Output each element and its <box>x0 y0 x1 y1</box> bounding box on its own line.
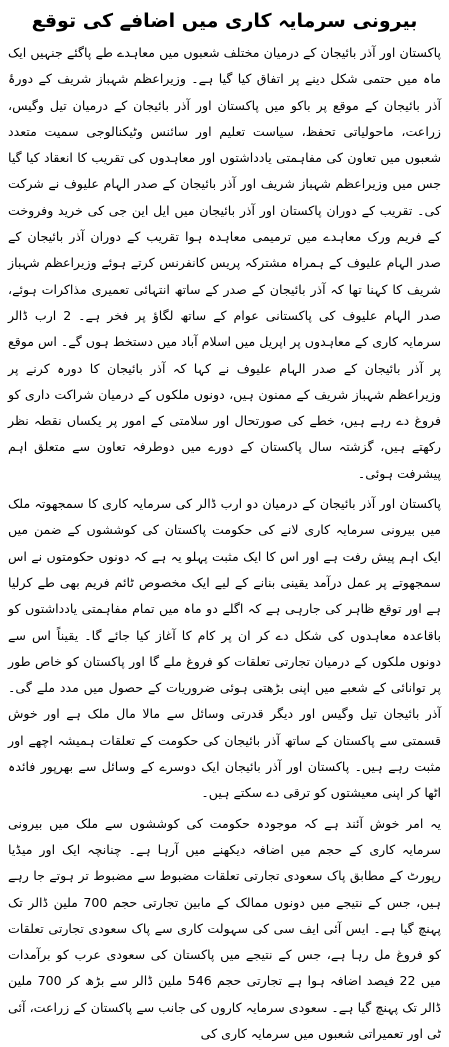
article-headline: بیرونی سرمایہ کاری میں اضافے کی توقع <box>31 10 418 32</box>
article-paragraph-2: پاکستان اور آذر بائیجان کے درمیان دو ارب ڈالر کی سرمایہ کاری کا سمجھوتہ ملک میں بیرونی سرمایہ کاری لانے کی حکومت پاکستان کی کوششوں کے ضمن میں ایک اہم پیش رفت ہے اور اس کا ایک مثبت پہلو یہ ہے کہ دونوں حکومتوں نے اس سمجھوتے پر عمل درآمد یقینی بنانے کے لیے ایک مخصوص ٹائم فریم بھی طے کرلیا ہے اور توقع ظاہر کی جارہی ہے کہ اگلے دو ماہ میں تمام مفاہمتی یادداشتوں کو باقاعدہ معاہدوں کی شکل دے کر ان پر کام کا آغاز کیا جائے گا۔ یقیناً اس سے دونوں ملکوں کے درمیان تجارتی تعلقات کو فروغ ملے گا اور پاکستان کو خاص طور پر توانائی کے شعبے میں اپنی بڑھتی ہوئی ضروریات کے حصول میں مدد ملے گی۔ آذر بائیجان تیل وگیس اور دیگر قدرتی وسائل سے مالا مال ملک ہے اور خوش قسمتی سے پاکستان کے ساتھ آذر بائیجان کی حکومت کے تعلقات ہمیشہ اچھے اور مثبت رہے ہیں۔ پاکستان اور آذر بائیجان ایک دوسرے کے وسائل سے بھرپور فائدہ اٹھا کر اپنی معیشتوں کو ترقی دے سکتے ہیں۔ <box>8 496 441 801</box>
article-paragraph-1: پاکستان اور آذر بائیجان کے درمیان مختلف شعبوں میں معاہدے طے پاگئے جنہیں ایک ماہ میں حتمی شکل دینے پر اتفاق کیا گیا ہے۔ وزیراعظم شہباز شریف کے دورۂ آذر بائیجان کے موقع پر باکو میں پاکستان اور آذر بائیجان کے درمیان تیل وگیس، زراعت، ماحولیاتی تحفظ، سیاست تعلیم اور سائنس وٹیکنالوجی سمیت متعدد شعبوں میں تعاون کی مفاہمتی یادداشتوں اور معاہدوں کی تقریب کا انعقاد کیا گیا جس میں وزیراعظم شہباز شریف اور آذر بائیجان کے صدر الہام علیوف نے شرکت کی۔ تقریب کے دوران پاکستان اور آذر بائیجان میں ایل این جی کی خرید وفروخت کے فریم ورک معاہدے میں ترمیمی معاہدہ ہوا تقریب کے دوران آذر بائیجان کے صدر الہام علیوف کے ہمراہ مشترکہ پریس کانفرنس کرتے ہوئے وزیراعظم شہباز شریف کا کہنا تھا کہ آذر بائیجان کے صدر کے ساتھ انتہائی تعمیری مذاکرات ہوئے، صدر الہام علیوف کی پاکستانی عوام کے ساتھ لگاؤ پر فخر ہے۔ 2 ارب ڈالر سرمایہ کاری کے معاہدوں پر اپریل میں اسلام آباد میں دستخط ہوں گے۔ اس موقع پر آذر بائیجان کے صدر الہام علیوف نے کہا کہ آذر بائیجان کا دورہ کرنے پر وزیراعظم شہباز شریف کے ممنون ہیں، دونوں ملکوں کے درمیان شراکت داری کو فروغ دے رہے ہیں، خطے کی صورتحال اور سلامتی کے امور پر یکساں نقطہ نظر رکھتے ہیں، گزشتہ سال پاکستان کے دورے میں دوطرفہ تعاون سے متعلق اہم پیشرفت ہوئی۔ <box>8 45 441 481</box>
article-paragraph-3: یہ امر خوش آئند ہے کہ موجودہ حکومت کی کوششوں سے ملک میں بیرونی سرمایہ کاری کے حجم میں اضافہ دیکھنے میں آرہا ہے۔ چنانچہ ایک اور میڈیا رپورٹ کے مطابق پاک سعودی تجارتی تعلقات مضبوط سے مضبوط تر ہوتے جا رہے ہیں، جس کے نتیجے میں دونوں ممالک کے مابین تجارتی حجم 700 ملین ڈالر تک پہنچ گیا ہے۔ ایس آئی ایف سی کی سہولت کاری سے پاک سعودی تجارتی تعلقات کو فروغ مل رہا ہے، جس کے نتیجے میں پاکستان کی سعودی عرب کو برآمدات میں 22 فیصد اضافہ ہوا ہے تجارتی حجم 546 ملین ڈالر سے بڑھ کر 700 ملین ڈالر تک پہنچ گیا ہے۔ سعودی سرمایہ کاروں کی جانب سے پاکستان کے زراعت، آئی ٹی اور تعمیراتی شعبوں میں سرمایہ کاری کی <box>8 815 442 1041</box>
